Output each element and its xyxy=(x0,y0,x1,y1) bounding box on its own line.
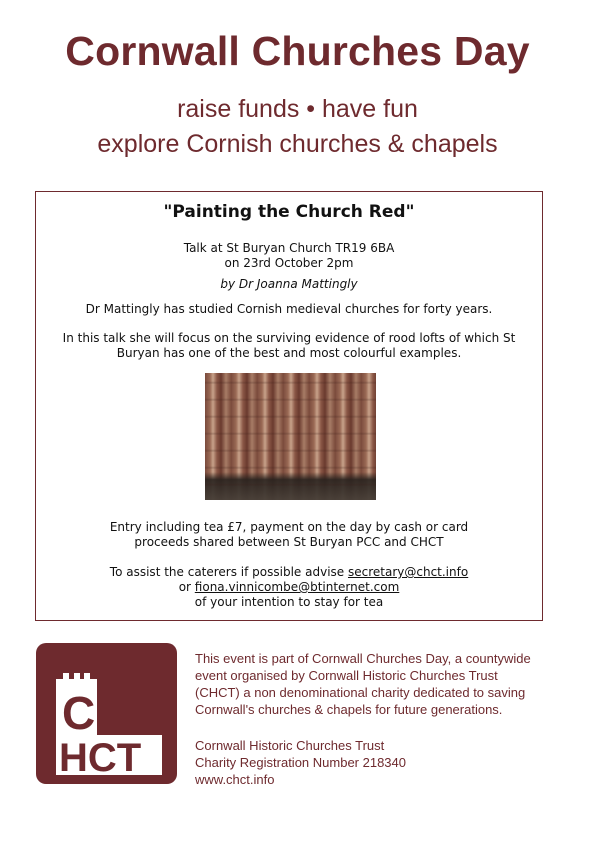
church-tower-icon xyxy=(36,643,177,784)
event-speaker: by Dr Joanna Mattingly xyxy=(220,277,358,291)
page-title: Cornwall Churches Day xyxy=(65,28,530,74)
venue-line-2: on 23rd October 2pm xyxy=(224,256,354,270)
footer-line-2: event organised by Cornwall Historic Churches Trust xyxy=(195,668,498,683)
rood-screen-photo xyxy=(205,373,376,500)
tagline-explore: explore Cornish churches & chapels xyxy=(97,130,498,158)
footer-website[interactable]: www.chct.info xyxy=(195,772,275,787)
footer-line-4: Cornwall's churches & chapels for future generations. xyxy=(195,702,503,717)
caterers-note-suffix: of your intention to stay for tea xyxy=(194,595,384,609)
talk-focus: In this talk she will focus on the surviving evidence of rood lofts of which St Buryan has one of the best and most colourful examples. xyxy=(62,331,516,360)
tagline-fundraising: raise funds • have fun xyxy=(177,95,418,123)
caterers-note xyxy=(36,565,542,580)
or-word: or xyxy=(178,580,195,594)
proceeds-info: proceeds shared between St Buryan PCC and CHCT xyxy=(134,535,444,549)
footer-charity-reg: Charity Registration Number 218340 xyxy=(195,755,406,770)
speaker-bio: Dr Mattingly has studied Cornish medieval churches for forty years. xyxy=(85,302,493,316)
logo-letter-c: C xyxy=(62,687,96,739)
email-link-fiona[interactable]: fiona.vinnicombe@btinternet.com xyxy=(194,580,400,594)
footer-line-1: This event is part of Cornwall Churches Day, a countywide xyxy=(195,651,531,666)
logo-letters-hct: HCT xyxy=(59,736,142,780)
chct-logo xyxy=(36,643,177,784)
email-link-secretary[interactable]: secretary@chct.info xyxy=(347,565,469,579)
event-title: "Painting the Church Red" xyxy=(163,202,415,222)
footer-line-3: (CHCT) a non denominational charity dedicated to saving xyxy=(195,685,526,700)
assist-prefix: To assist the caterers if possible advise xyxy=(109,565,348,579)
footer-org-name: Cornwall Historic Churches Trust xyxy=(195,738,385,753)
venue-line-1: Talk at St Buryan Church TR19 6BA xyxy=(183,241,395,255)
event-venue xyxy=(36,241,542,271)
event-box xyxy=(35,191,543,621)
caterers-note-alt xyxy=(36,580,542,595)
entry-price: Entry including tea £7, payment on the day by cash or card xyxy=(109,520,469,534)
